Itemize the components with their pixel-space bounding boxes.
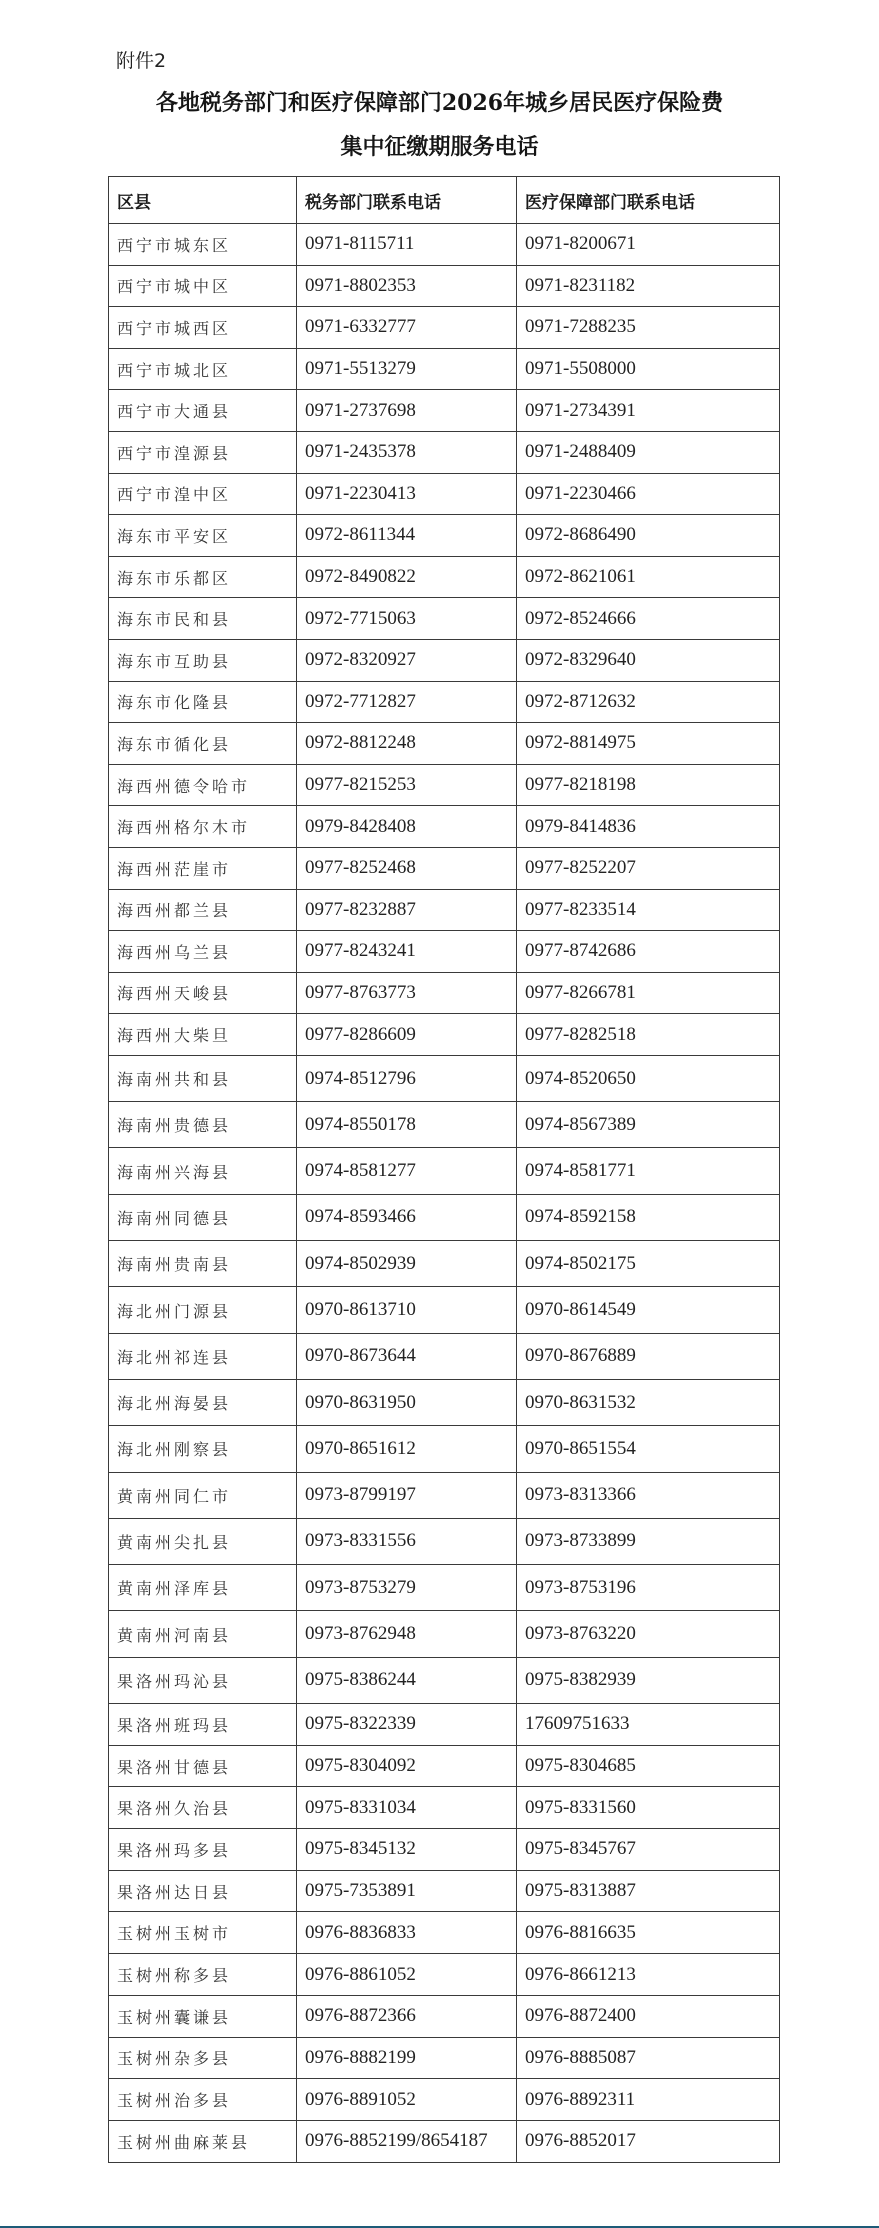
table-row xyxy=(109,1241,780,1287)
medical-phone-cell: 0975-8345767 xyxy=(517,1829,780,1871)
district-cell: 海东市民和县 xyxy=(109,598,297,640)
medical-phone-cell: 0971-8200671 xyxy=(517,224,780,266)
header-medical-phone: 医疗保障部门联系电话 xyxy=(517,177,780,224)
table-row xyxy=(109,307,780,349)
medical-phone-cell: 0973-8733899 xyxy=(517,1518,780,1564)
table-row xyxy=(109,1611,780,1657)
medical-phone-cell: 0971-2488409 xyxy=(517,431,780,473)
tax-phone-cell: 0975-8331034 xyxy=(297,1787,517,1829)
district-cell: 西宁市城中区 xyxy=(109,265,297,307)
tax-phone-cell: 0971-2435378 xyxy=(297,431,517,473)
table-row xyxy=(109,1055,780,1101)
district-cell: 海西州格尔木市 xyxy=(109,806,297,848)
district-cell: 海南州共和县 xyxy=(109,1055,297,1101)
district-cell: 果洛州班玛县 xyxy=(109,1704,297,1746)
tax-phone-cell: 0973-8799197 xyxy=(297,1472,517,1518)
district-cell: 果洛州久治县 xyxy=(109,1787,297,1829)
medical-phone-cell: 0970-8614549 xyxy=(517,1287,780,1333)
district-cell: 海南州贵德县 xyxy=(109,1102,297,1148)
tax-phone-cell: 0976-8861052 xyxy=(297,1954,517,1996)
table-row xyxy=(109,1426,780,1472)
contact-phone-table xyxy=(108,176,780,2163)
district-cell: 海东市乐都区 xyxy=(109,556,297,598)
medical-phone-cell: 0977-8742686 xyxy=(517,931,780,973)
medical-phone-cell: 0976-8872400 xyxy=(517,1995,780,2037)
medical-phone-cell: 0977-8233514 xyxy=(517,889,780,931)
district-cell: 果洛州达日县 xyxy=(109,1870,297,1912)
district-cell: 海东市循化县 xyxy=(109,723,297,765)
district-cell: 海西州乌兰县 xyxy=(109,931,297,973)
medical-phone-cell: 0971-7288235 xyxy=(517,307,780,349)
tax-phone-cell: 0972-8812248 xyxy=(297,723,517,765)
table-row xyxy=(109,1829,780,1871)
table-row xyxy=(109,806,780,848)
district-cell: 海西州大柴旦 xyxy=(109,1014,297,1056)
table-row xyxy=(109,639,780,681)
district-cell: 西宁市大通县 xyxy=(109,390,297,432)
table-row xyxy=(109,1518,780,1564)
district-cell: 海南州兴海县 xyxy=(109,1148,297,1194)
district-cell: 海北州门源县 xyxy=(109,1287,297,1333)
tax-phone-cell: 0976-8872366 xyxy=(297,1995,517,2037)
table-row xyxy=(109,224,780,266)
table-row xyxy=(109,1565,780,1611)
tax-phone-cell: 0975-8386244 xyxy=(297,1657,517,1703)
tax-phone-cell: 0970-8613710 xyxy=(297,1287,517,1333)
medical-phone-cell: 0976-8885087 xyxy=(517,2037,780,2079)
tax-phone-cell: 0971-2737698 xyxy=(297,390,517,432)
district-cell: 玉树州治多县 xyxy=(109,2079,297,2121)
medical-phone-cell: 0974-8592158 xyxy=(517,1194,780,1240)
tax-phone-cell: 0971-6332777 xyxy=(297,307,517,349)
table-body xyxy=(109,224,780,2163)
tax-phone-cell: 0970-8631950 xyxy=(297,1379,517,1425)
table-row xyxy=(109,1472,780,1518)
medical-phone-cell: 0974-8520650 xyxy=(517,1055,780,1101)
tax-phone-cell: 0971-2230413 xyxy=(297,473,517,515)
medical-phone-cell: 0973-8313366 xyxy=(517,1472,780,1518)
table-row xyxy=(109,723,780,765)
medical-phone-cell: 17609751633 xyxy=(517,1704,780,1746)
medical-phone-cell: 0975-8313887 xyxy=(517,1870,780,1912)
tax-phone-cell: 0971-5513279 xyxy=(297,348,517,390)
table-row xyxy=(109,1333,780,1379)
district-cell: 玉树州玉树市 xyxy=(109,1912,297,1954)
medical-phone-cell: 0972-8329640 xyxy=(517,639,780,681)
tax-phone-cell: 0977-8232887 xyxy=(297,889,517,931)
header-district: 区县 xyxy=(109,177,297,224)
tax-phone-cell: 0972-8611344 xyxy=(297,515,517,557)
medical-phone-cell: 0976-8661213 xyxy=(517,1954,780,1996)
medical-phone-cell: 0972-8686490 xyxy=(517,515,780,557)
table-row xyxy=(109,1194,780,1240)
tax-phone-cell: 0975-8345132 xyxy=(297,1829,517,1871)
table-row xyxy=(109,556,780,598)
tax-phone-cell: 0977-8763773 xyxy=(297,972,517,1014)
district-cell: 西宁市湟源县 xyxy=(109,431,297,473)
medical-phone-cell: 0974-8581771 xyxy=(517,1148,780,1194)
medical-phone-cell: 0970-8676889 xyxy=(517,1333,780,1379)
medical-phone-cell: 0975-8304685 xyxy=(517,1745,780,1787)
medical-phone-cell: 0975-8382939 xyxy=(517,1657,780,1703)
tax-phone-cell: 0972-8490822 xyxy=(297,556,517,598)
district-cell: 果洛州玛多县 xyxy=(109,1829,297,1871)
medical-phone-cell: 0974-8567389 xyxy=(517,1102,780,1148)
tax-phone-cell: 0973-8331556 xyxy=(297,1518,517,1564)
table-row xyxy=(109,473,780,515)
medical-phone-cell: 0976-8852017 xyxy=(517,2120,780,2162)
table-row xyxy=(109,1657,780,1703)
tax-phone-cell: 0972-7715063 xyxy=(297,598,517,640)
medical-phone-cell: 0972-8712632 xyxy=(517,681,780,723)
district-cell: 玉树州称多县 xyxy=(109,1954,297,1996)
medical-phone-cell: 0977-8252207 xyxy=(517,847,780,889)
table-row xyxy=(109,431,780,473)
tax-phone-cell: 0977-8215253 xyxy=(297,764,517,806)
district-cell: 海东市化隆县 xyxy=(109,681,297,723)
district-cell: 海南州同德县 xyxy=(109,1194,297,1240)
district-cell: 海西州都兰县 xyxy=(109,889,297,931)
attachment-label: 附件2 xyxy=(116,50,167,72)
tax-phone-cell: 0973-8762948 xyxy=(297,1611,517,1657)
tax-phone-cell: 0972-7712827 xyxy=(297,681,517,723)
table-row xyxy=(109,972,780,1014)
medical-phone-cell: 0977-8266781 xyxy=(517,972,780,1014)
table-row xyxy=(109,1014,780,1056)
tax-phone-cell: 0976-8882199 xyxy=(297,2037,517,2079)
tax-phone-cell: 0976-8852199/8654187 xyxy=(297,2120,517,2162)
table-row xyxy=(109,1745,780,1787)
tax-phone-cell: 0979-8428408 xyxy=(297,806,517,848)
tax-phone-cell: 0970-8651612 xyxy=(297,1426,517,1472)
table-row xyxy=(109,1787,780,1829)
table-row xyxy=(109,598,780,640)
tax-phone-cell: 0974-8593466 xyxy=(297,1194,517,1240)
district-cell: 海西州德令哈市 xyxy=(109,764,297,806)
district-cell: 玉树州囊谦县 xyxy=(109,1995,297,2037)
medical-phone-cell: 0977-8218198 xyxy=(517,764,780,806)
district-cell: 海北州海晏县 xyxy=(109,1379,297,1425)
district-cell: 海北州祁连县 xyxy=(109,1333,297,1379)
medical-phone-cell: 0970-8631532 xyxy=(517,1379,780,1425)
district-cell: 黄南州尖扎县 xyxy=(109,1518,297,1564)
tax-phone-cell: 0976-8891052 xyxy=(297,2079,517,2121)
table-row xyxy=(109,764,780,806)
table-row xyxy=(109,1912,780,1954)
medical-phone-cell: 0971-8231182 xyxy=(517,265,780,307)
district-cell: 黄南州泽库县 xyxy=(109,1565,297,1611)
district-cell: 海南州贵南县 xyxy=(109,1241,297,1287)
district-cell: 西宁市城北区 xyxy=(109,348,297,390)
district-cell: 海北州刚察县 xyxy=(109,1426,297,1472)
medical-phone-cell: 0973-8753196 xyxy=(517,1565,780,1611)
tax-phone-cell: 0971-8802353 xyxy=(297,265,517,307)
table-row xyxy=(109,2079,780,2121)
district-cell: 海西州茫崖市 xyxy=(109,847,297,889)
tax-phone-cell: 0974-8550178 xyxy=(297,1102,517,1148)
table-row xyxy=(109,889,780,931)
table-row xyxy=(109,348,780,390)
document-title-line1: 各地税务部门和医疗保障部门2026年城乡居民医疗保险费 xyxy=(155,90,724,116)
medical-phone-cell: 0976-8892311 xyxy=(517,2079,780,2121)
tax-phone-cell: 0973-8753279 xyxy=(297,1565,517,1611)
medical-phone-cell: 0972-8524666 xyxy=(517,598,780,640)
table-row xyxy=(109,515,780,557)
medical-phone-cell: 0971-2230466 xyxy=(517,473,780,515)
tax-phone-cell: 0974-8502939 xyxy=(297,1241,517,1287)
tax-phone-cell: 0975-8304092 xyxy=(297,1745,517,1787)
medical-phone-cell: 0974-8502175 xyxy=(517,1241,780,1287)
district-cell: 海东市平安区 xyxy=(109,515,297,557)
tax-phone-cell: 0977-8243241 xyxy=(297,931,517,973)
tax-phone-cell: 0974-8512796 xyxy=(297,1055,517,1101)
header-tax-phone: 税务部门联系电话 xyxy=(297,177,517,224)
table-row xyxy=(109,1704,780,1746)
table-row xyxy=(109,1995,780,2037)
medical-phone-cell: 0972-8814975 xyxy=(517,723,780,765)
tax-phone-cell: 0971-8115711 xyxy=(297,224,517,266)
document-title-line2: 集中征缴期服务电话 xyxy=(340,134,539,160)
district-cell: 海西州天峻县 xyxy=(109,972,297,1014)
table-header-row xyxy=(109,177,780,224)
table-row xyxy=(109,847,780,889)
district-cell: 果洛州玛沁县 xyxy=(109,1657,297,1703)
medical-phone-cell: 0971-5508000 xyxy=(517,348,780,390)
medical-phone-cell: 0970-8651554 xyxy=(517,1426,780,1472)
medical-phone-cell: 0971-2734391 xyxy=(517,390,780,432)
tax-phone-cell: 0977-8252468 xyxy=(297,847,517,889)
medical-phone-cell: 0972-8621061 xyxy=(517,556,780,598)
table-row xyxy=(109,390,780,432)
district-cell: 黄南州同仁市 xyxy=(109,1472,297,1518)
district-cell: 黄南州河南县 xyxy=(109,1611,297,1657)
district-cell: 西宁市城东区 xyxy=(109,224,297,266)
medical-phone-cell: 0976-8816635 xyxy=(517,1912,780,1954)
district-cell: 西宁市湟中区 xyxy=(109,473,297,515)
tax-phone-cell: 0970-8673644 xyxy=(297,1333,517,1379)
tax-phone-cell: 0975-8322339 xyxy=(297,1704,517,1746)
medical-phone-cell: 0977-8282518 xyxy=(517,1014,780,1056)
table-row xyxy=(109,1102,780,1148)
table-row xyxy=(109,2120,780,2162)
tax-phone-cell: 0977-8286609 xyxy=(297,1014,517,1056)
table-row xyxy=(109,1379,780,1425)
table-row xyxy=(109,1287,780,1333)
table-row xyxy=(109,931,780,973)
table-row xyxy=(109,2037,780,2079)
district-cell: 海东市互助县 xyxy=(109,639,297,681)
table-row xyxy=(109,1870,780,1912)
medical-phone-cell: 0973-8763220 xyxy=(517,1611,780,1657)
tax-phone-cell: 0975-7353891 xyxy=(297,1870,517,1912)
table-row xyxy=(109,681,780,723)
table-row xyxy=(109,265,780,307)
table-row xyxy=(109,1148,780,1194)
tax-phone-cell: 0974-8581277 xyxy=(297,1148,517,1194)
medical-phone-cell: 0979-8414836 xyxy=(517,806,780,848)
district-cell: 西宁市城西区 xyxy=(109,307,297,349)
tax-phone-cell: 0972-8320927 xyxy=(297,639,517,681)
table-row xyxy=(109,1954,780,1996)
tax-phone-cell: 0976-8836833 xyxy=(297,1912,517,1954)
district-cell: 玉树州曲麻莱县 xyxy=(109,2120,297,2162)
district-cell: 果洛州甘德县 xyxy=(109,1745,297,1787)
medical-phone-cell: 0975-8331560 xyxy=(517,1787,780,1829)
district-cell: 玉树州杂多县 xyxy=(109,2037,297,2079)
